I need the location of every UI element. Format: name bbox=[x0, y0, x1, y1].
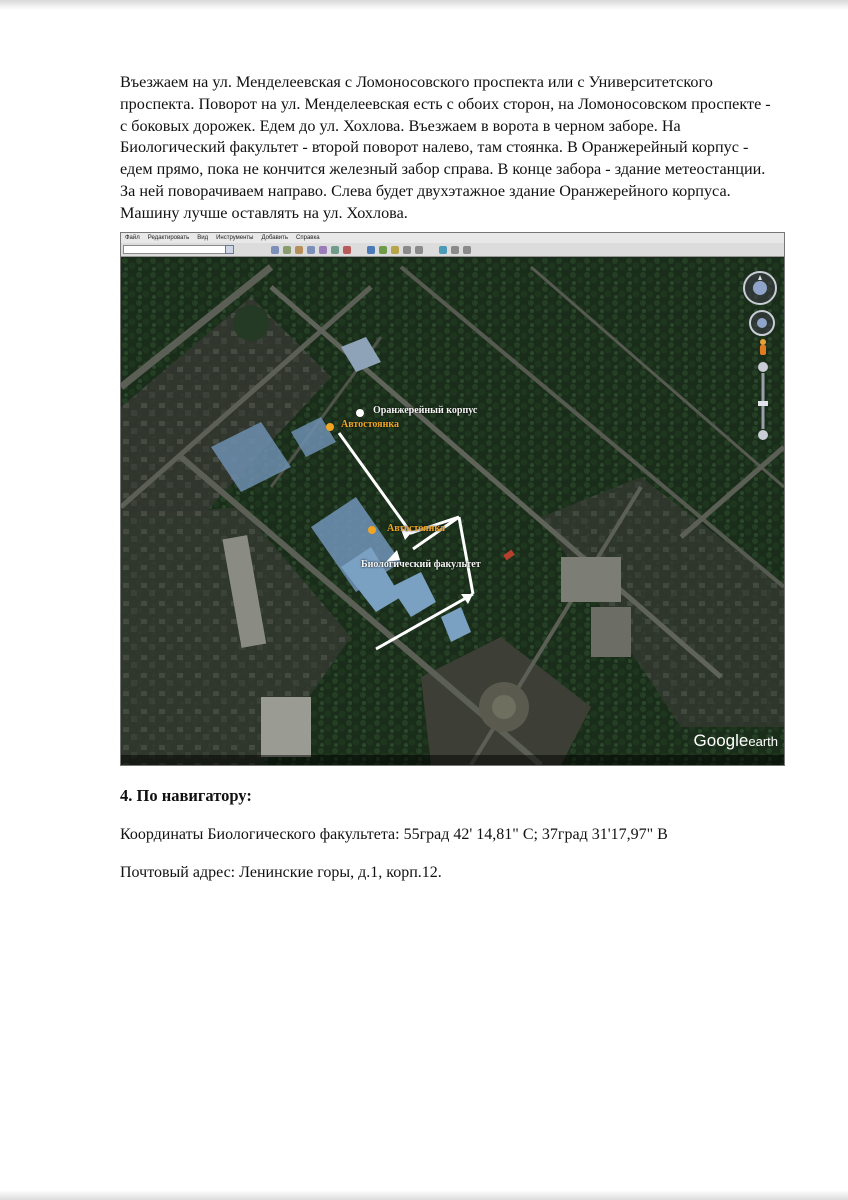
intro-paragraph: Въезжаем на ул. Менделеевская с Ломоносовского проспекта или с Университетского проспекта. Поворот на ул. Менделеевская есть с обоих сторон, на Ломоносовском проспекте - с боковых дорожек. Едем до ул. Хохлова. Въезжаем в ворота в черном заборе. На Биологический факультет - второй поворот налево, там стоянка. В Оранжерейный корпус - едем прямо, пока не кончится железный забор справа. В конце забора - здание метеостанции. За ней поворачиваем направо. Слева будет двухэтажное здание Оранжерейного корпуса. Машину лучше оставлять на ул. Хохлова. bbox=[120, 73, 771, 222]
google-earth-logo bbox=[694, 731, 778, 751]
logo-earth: earth bbox=[748, 734, 778, 749]
building bbox=[561, 557, 621, 602]
menu-file[interactable]: Файл bbox=[125, 235, 140, 241]
toolbar-button[interactable] bbox=[415, 246, 423, 254]
compass-ring-icon bbox=[745, 273, 775, 303]
building bbox=[591, 607, 631, 657]
ge-status-bar bbox=[121, 755, 784, 765]
postal-address-text: Почтовый адрес: Ленинские горы, д.1, корп.12. bbox=[120, 864, 442, 881]
google-earth-screenshot bbox=[120, 232, 785, 766]
toolbar-button[interactable] bbox=[271, 246, 279, 254]
look-joystick-icon[interactable] bbox=[749, 310, 775, 336]
toolbar-button[interactable] bbox=[343, 246, 351, 254]
parking-marker-1 bbox=[326, 423, 334, 431]
coordinates-text: Координаты Биологического факультета: 55град 42' 14,81" С; 37град 31'17,97" В bbox=[120, 826, 668, 843]
greenhouse-marker bbox=[356, 409, 364, 417]
pegman-icon[interactable] bbox=[757, 339, 769, 357]
label-greenhouse-building: Оранжерейный корпус bbox=[373, 405, 478, 416]
navigation-compass-icon[interactable] bbox=[743, 271, 777, 305]
parking-marker-2 bbox=[368, 526, 376, 534]
toolbar-button[interactable] bbox=[439, 246, 447, 254]
toolbar-button[interactable] bbox=[403, 246, 411, 254]
toolbar-button[interactable] bbox=[283, 246, 291, 254]
ge-toolbar bbox=[121, 243, 784, 257]
menu-view[interactable]: Вид bbox=[197, 235, 209, 241]
logo-google: Google bbox=[693, 731, 749, 750]
joystick-center-icon bbox=[751, 312, 773, 334]
toolbar-button[interactable] bbox=[379, 246, 387, 254]
section-title: 4. По навигатору: bbox=[120, 786, 252, 805]
satellite-map[interactable] bbox=[121, 257, 784, 765]
toolbar-button[interactable] bbox=[295, 246, 303, 254]
menu-add[interactable]: Добавить bbox=[261, 235, 289, 241]
toolbar-button[interactable] bbox=[463, 246, 471, 254]
menu-help[interactable]: Справка bbox=[296, 235, 320, 241]
label-parking-2: Автостоянка bbox=[387, 523, 445, 534]
toolbar-button[interactable] bbox=[391, 246, 399, 254]
ge-menubar bbox=[121, 233, 784, 243]
label-biology-faculty: Биологический факультет bbox=[361, 559, 481, 570]
toolbar-button[interactable] bbox=[319, 246, 327, 254]
round-tree-area bbox=[233, 305, 269, 341]
zoom-slider-icon[interactable] bbox=[756, 361, 770, 441]
label-parking-1: Автостоянка bbox=[341, 419, 399, 430]
search-input[interactable] bbox=[123, 245, 227, 254]
menu-tools[interactable]: Инструменты bbox=[216, 235, 254, 241]
search-dropdown-icon[interactable] bbox=[225, 245, 234, 254]
toolbar-button[interactable] bbox=[307, 246, 315, 254]
menu-edit[interactable]: Редактировать bbox=[147, 235, 190, 241]
toolbar-button[interactable] bbox=[451, 246, 459, 254]
toolbar-button[interactable] bbox=[331, 246, 339, 254]
toolbar-button[interactable] bbox=[367, 246, 375, 254]
scan-edge-bottom bbox=[0, 1190, 848, 1200]
building bbox=[261, 697, 311, 757]
scan-edge-top bbox=[0, 0, 848, 10]
